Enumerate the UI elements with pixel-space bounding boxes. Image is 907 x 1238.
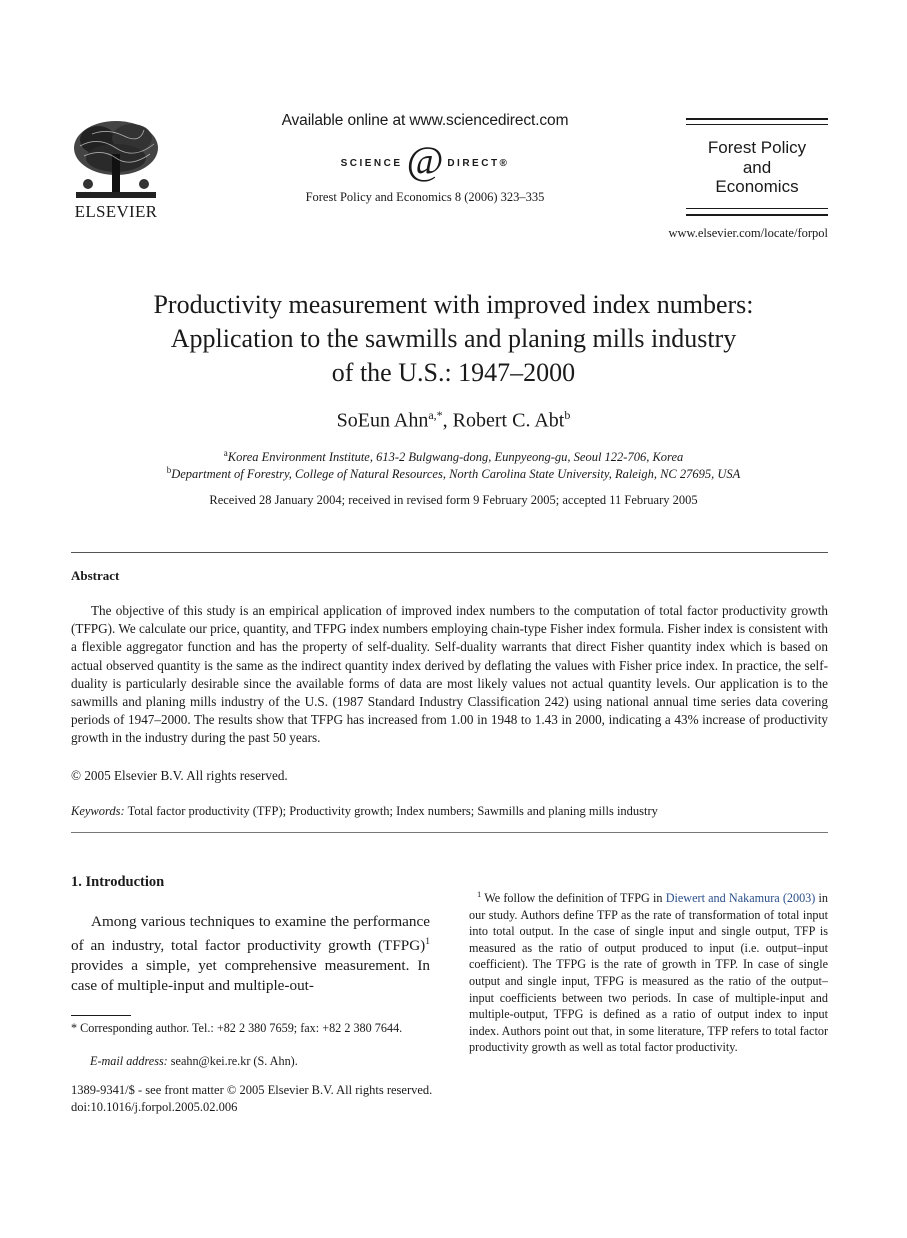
rule	[686, 208, 828, 209]
footnote-number: 1	[477, 889, 482, 899]
affil-sup: b	[166, 465, 172, 475]
author-separator: ,	[442, 409, 453, 432]
journal-name-line: Economics	[715, 177, 799, 196]
footnote-1	[469, 886, 828, 1056]
abstract-copyright: © 2005 Elsevier B.V. All rights reserved.	[71, 768, 288, 783]
intro-paragraph	[71, 912, 430, 996]
title-line: Productivity measurement with improved index numbers:	[153, 290, 754, 319]
author-name[interactable]: Robert C. Abt	[452, 409, 565, 432]
elsevier-tree-icon	[68, 118, 164, 202]
received-dates: Received 28 January 2004; received in revised form 9 February 2005; accepted 11 February 2005	[209, 493, 698, 507]
sd-at-icon: @	[406, 137, 444, 183]
title-line: of the U.S.: 1947–2000	[331, 358, 576, 387]
email-footnote	[90, 1054, 298, 1069]
keywords	[71, 804, 828, 819]
divider	[71, 832, 828, 833]
rule	[686, 118, 828, 120]
sd-left: SCIENCE	[340, 157, 403, 169]
footnote-rule	[71, 1015, 131, 1016]
issn-block	[71, 1082, 432, 1115]
doi-line[interactable]: doi:10.1016/j.forpol.2005.02.006	[71, 1099, 238, 1114]
affil-text: Korea Environment Institute, 613-2 Bulgwang-dong, Eunpyeong-gu, Seoul 122-706, Korea	[227, 450, 684, 465]
affiliation-a	[0, 448, 907, 465]
author-sup: a,*	[428, 408, 443, 422]
abstract-text: The objective of this study is an empirical application of improved index numbers to the computation of total factor productivity growth (TFPG). We calculate our price, quantity, and TFPG index numbers employing chain-type Fisher index formula. Fisher index is consistent with a flexible aggregator function and has the property of self-duality. Self-duality warrants that direct Fisher quantity index which is based on actual observed quantity is the same as the indirect quantity index derived by deflating the values with Fisher price index. In practice, the self-duality is particularly desirable since the available forms of data are most likely values not actual quantity levels. Our application is to the sawmills and planing mills industry of the U.S. (1987 Standard Industry Classification 242) using national annual time series data covering periods of 1947–2000. The results show that TFPG has increased from 1.00 in 1948 to 1.43 in 2000, indicating a 43% increase of productivity growth in the industry during the past 50 years.	[71, 603, 828, 746]
email-address[interactable]: seahn@kei.re.kr (S. Ahn).	[170, 1054, 298, 1068]
keywords-list: Total factor productivity (TFP); Productivity growth; Index numbers; Sawmills and planing mills industry	[127, 804, 658, 818]
journal-url[interactable]: www.elsevier.com/locate/forpol	[668, 226, 828, 240]
authors	[0, 408, 907, 433]
email-label: E-mail address:	[90, 1054, 168, 1068]
journal-citation: Forest Policy and Economics 8 (2006) 323–335	[305, 190, 545, 204]
journal-name-box	[686, 118, 828, 218]
affil-sup: a	[223, 448, 228, 458]
sd-right: DIRECT®	[447, 157, 510, 169]
abstract-heading: Abstract	[71, 568, 120, 583]
affil-text: Department of Forestry, College of Natural Resources, North Carolina State University, Raleigh, NC 27695, USA	[171, 467, 741, 482]
footnote-text: in our study. Authors define TFP as the rate of transformation of total input into total output. In the case of single input and single output, TFP is measured as the ratio of output produced to input (i.e. output–input coefficient). The TFPG is the rate of growth in TFP. In case of single output and single input, TFPG is measured as the ratio of the output–input coefficients between two periods. In case of multiple-input and multiple-output, TFPG is defined as a ratio of output index to input index. Authors point out that, in some literature, TFP refers to total factor productivity growth as well as total factor productivity.	[469, 891, 829, 1055]
journal-name-line: Forest Policy	[707, 138, 807, 157]
affiliation-b	[0, 465, 907, 482]
author-sup: b	[564, 408, 571, 422]
author-name[interactable]: SoEun Ahn	[336, 409, 429, 432]
sciencedirect-block	[230, 112, 620, 205]
citation-link[interactable]: Diewert and Nakamura (2003)	[665, 891, 816, 906]
keywords-label: Keywords:	[71, 804, 125, 818]
footnote-text: We follow the definition of TFPG in	[481, 891, 666, 906]
article-title	[60, 288, 847, 390]
available-online-text[interactable]: Available online at www.sciencedirect.com	[281, 112, 569, 129]
journal-name	[686, 138, 828, 197]
publisher-name: ELSEVIER	[74, 202, 158, 221]
issn-line: 1389-9341/$ - see front matter © 2005 Elsevier B.V. All rights reserved.	[71, 1083, 433, 1097]
title-line: Application to the sawmills and planing mills industry	[170, 324, 737, 353]
elsevier-logo	[68, 118, 164, 222]
section-heading-introduction: 1. Introduction	[71, 874, 165, 890]
intro-text: Among various techniques to examine the performance of an industry, total factor productivity growth (TFPG)	[71, 913, 430, 955]
journal-name-line: and	[742, 157, 772, 177]
rule	[686, 214, 828, 216]
corresponding-author-footnote: * Corresponding author. Tel.: +82 2 380 7659; fax: +82 2 380 7644.	[71, 1021, 403, 1035]
divider	[71, 552, 828, 553]
rule	[686, 124, 828, 125]
sciencedirect-logo	[230, 137, 620, 183]
footnote-ref[interactable]: 1	[425, 937, 430, 947]
intro-text: provides a simple, yet comprehensive measurement. In case of multiple-input and multiple-out-	[71, 957, 430, 995]
